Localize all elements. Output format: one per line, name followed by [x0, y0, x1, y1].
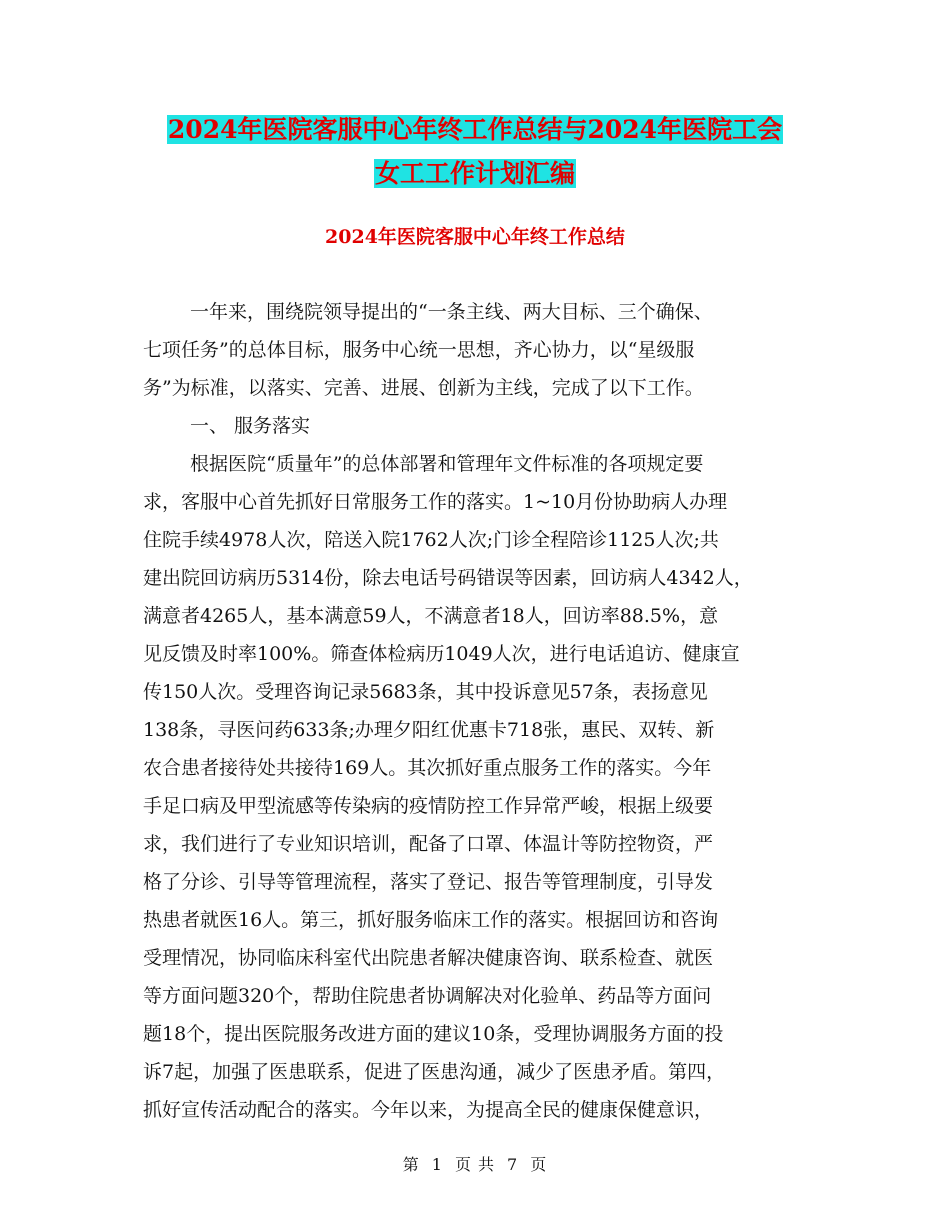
- body-line: 农合患者接待处共接待169人。其次抓好重点服务工作的落实。今年: [143, 757, 712, 779]
- footer-prefix: 第: [402, 1155, 420, 1174]
- body-line: 受理情况，协同临床科室代出院患者解决健康咨询、联系检查、就医: [143, 947, 714, 969]
- footer-mid: 页 共: [454, 1155, 496, 1174]
- body-line: 138条，寻医问药633条;办理夕阳红优惠卡718张，惠民、双转、新: [143, 719, 715, 741]
- body-line: 手足口病及甲型流感等传染病的疫情防控工作异常严峻，根据上级要: [143, 795, 714, 817]
- body-line: 根据医院“质量年”的总体部署和管理年文件标准的各项规定要: [190, 453, 704, 475]
- footer-page-number: 1: [431, 1155, 443, 1174]
- body-line: 住院手续4978人次，陪送入院1762人次;门诊全程陪诊1125人次;共: [143, 529, 719, 551]
- body-line: 一年来，围绕院领导提出的“一条主线、两大目标、三个确保、: [190, 301, 713, 323]
- page-footer: [0, 1152, 950, 1175]
- body-line: 求，我们进行了专业知识培训，配备了口罩、体温计等防控物资，严: [143, 833, 714, 855]
- body-line: 等方面问题320个，帮助住院患者协调解决对化验单、药品等方面问: [143, 985, 712, 1007]
- document-title-line-1: 2024年医院客服中心年终工作总结与2024年医院工会: [167, 115, 783, 144]
- section-title: 2024年医院客服中心年终工作总结: [325, 226, 625, 248]
- body-line: 见反馈及时率100%。筛查体检病历1049人次，进行电话追访、健康宣: [143, 643, 740, 665]
- body-line: 格了分诊、引导等管理流程，落实了登记、报告等管理制度，引导发: [143, 871, 714, 893]
- body-line: 务”为标准，以落实、完善、进展、创新为主线，完成了以下工作。: [143, 377, 704, 399]
- footer-suffix: 页: [530, 1155, 548, 1174]
- section-heading: 一、 服务落实: [190, 415, 311, 437]
- body-line: 求，客服中心首先抓好日常服务工作的落实。1~10月份协助病人办理: [143, 491, 728, 513]
- body-line: 抓好宣传活动配合的落实。今年以来，为提高全民的健康保健意识，: [143, 1099, 714, 1121]
- body-line: 热患者就医16人。第三，抓好服务临床工作的落实。根据回访和咨询: [143, 909, 719, 931]
- document-title-line-2: 女工工作计划汇编: [374, 159, 575, 188]
- footer-total-pages: 7: [507, 1155, 519, 1174]
- body-line: 传150人次。受理咨询记录5683条，其中投诉意见57条，表扬意见: [143, 681, 708, 703]
- body-line: 建出院回访病历5314份，除去电话号码错误等因素，回访病人4342人，: [143, 567, 753, 589]
- body-line: 满意者4265人，基本满意59人，不满意者18人，回访率88.5%，意: [143, 605, 719, 627]
- body-line: 诉7起，加强了医患联系，促进了医患沟通，减少了医患矛盾。第四，: [143, 1061, 726, 1083]
- body-line: 题18个，提出医院服务改进方面的建议10条，受理协调服务方面的投: [143, 1023, 724, 1045]
- body-line: 七项任务”的总体目标，服务中心统一思想，齐心协力，以“星级服: [143, 339, 695, 361]
